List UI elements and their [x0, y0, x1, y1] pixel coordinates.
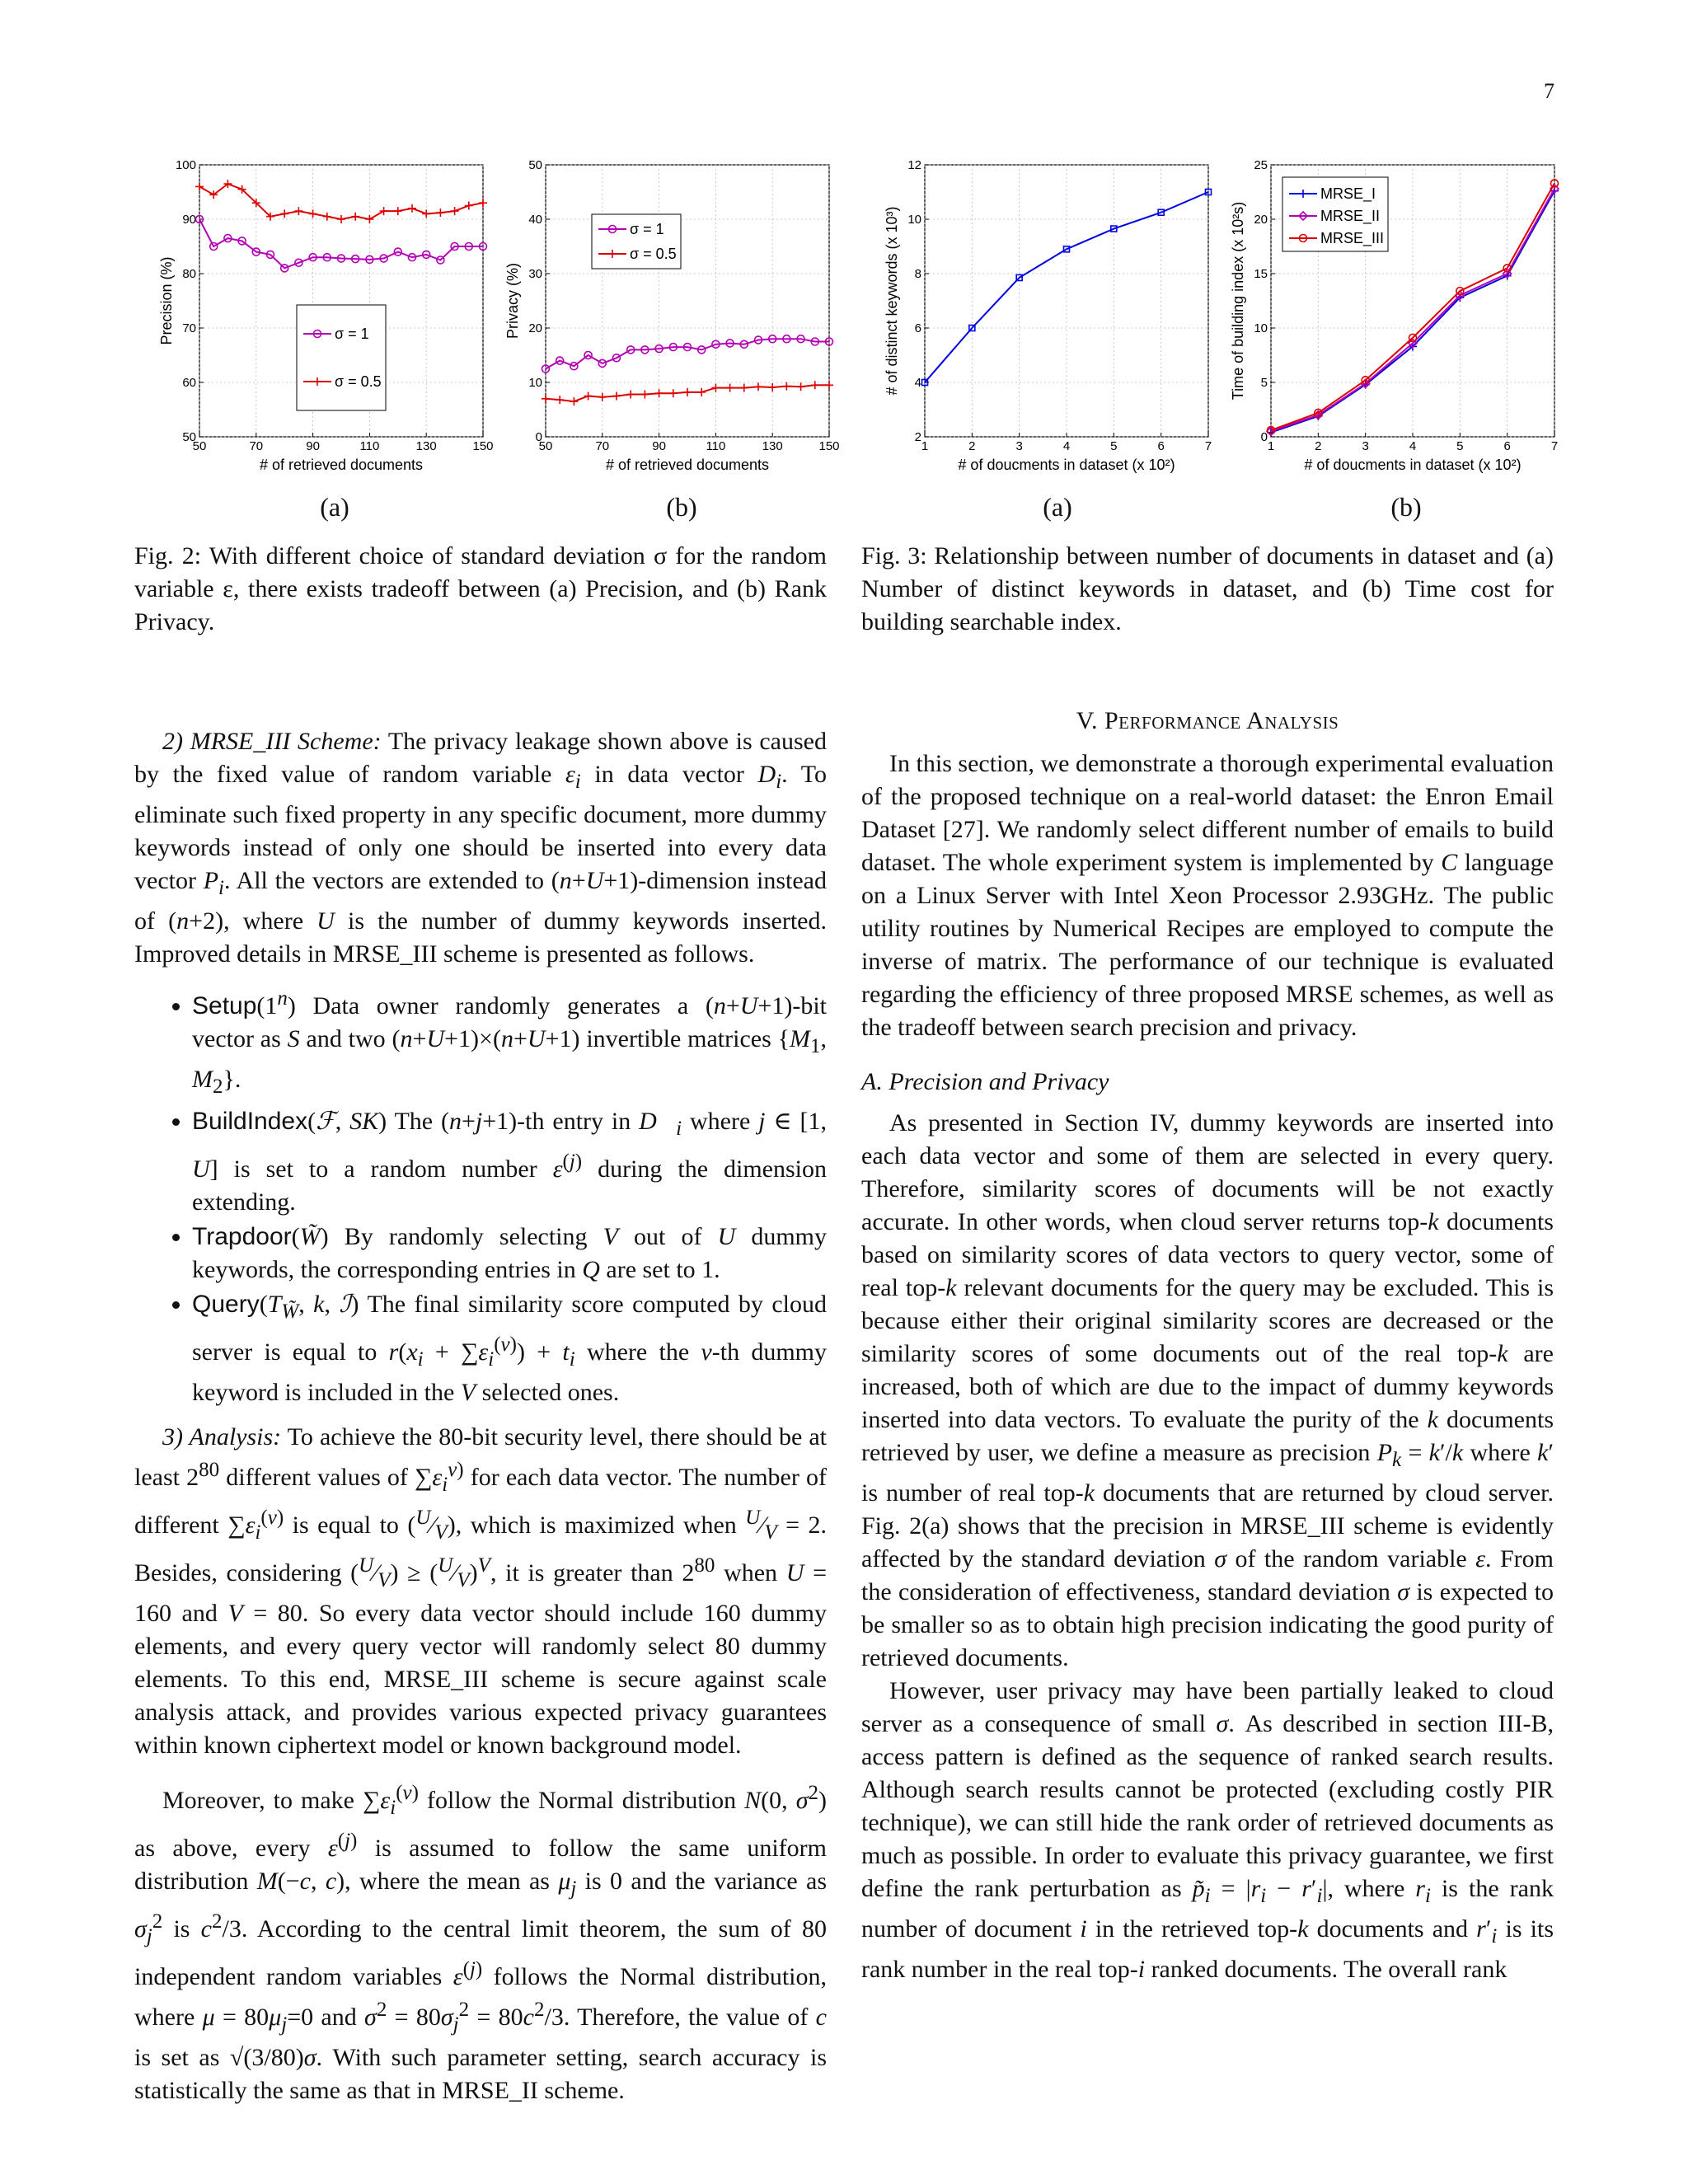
y-tick-label: 25 [1254, 158, 1268, 172]
x-tick-label: 5 [1456, 439, 1464, 453]
fig2-sub-a: (a) [320, 492, 349, 522]
x-tick-label: 4 [1062, 439, 1071, 453]
y-tick-label: 100 [175, 158, 196, 172]
legend-box [297, 305, 386, 410]
fig2-caption: Fig. 2: With different choice of standard deviation σ for the random variable ε, there exists tradeoff between (a) Precision, and (b) Rank Privacy. [134, 542, 827, 635]
legend-label: MRSE_II [1320, 208, 1381, 224]
x-axis-label: # of doucments in dataset (x 10²) [958, 457, 1175, 473]
x-tick-label: 70 [249, 439, 264, 453]
y-tick-label: 2 [914, 430, 921, 444]
legend-label: σ = 0.5 [630, 246, 677, 262]
normal-distribution-paragraph: Moreover, to make $\sum\varepsilon_i^{(v)}$ follow the Normal distribution N(0, $\sigma^2$) as above, every $\varepsilon^{(j)}$ is assumed to follow the same uniform distribution M(−c, c), where the mean as $\mu_j$ is 0 and the variance as $\sigma_j^2$ is $c^2/3$. According to the central limit theorem, the sum of 80 independent random variables $\varepsilon^{(j)}$ follows the Normal distribution, where $\mu = 80\mu_j=0$ and $\sigma^2 = 80\sigma_j^2 = 80c^2/3$. Therefore, the value of c is set as √(3/80)σ. With such parameter setting, search accuracy is statistically the same as that in MRSE_II scheme. [134, 1782, 828, 2104]
y-tick-label: 70 [182, 321, 196, 335]
y-axis-label: Precision (%) [158, 256, 175, 345]
x-tick-label: 110 [359, 439, 380, 453]
list-item: • $Query(T_{W̃}$, k, ℐ) The final similarity score computed by cloud server is equal to $r(x_i + \sum\varepsilon_i^{(v)}) + t_i$ where the v-th dummy keyword is included in the V selected ones. [192, 1288, 827, 1409]
x-tick-label: 5 [1110, 439, 1118, 453]
y-tick-label: 6 [914, 321, 921, 335]
fig3-sub-b: (b) [1390, 492, 1422, 522]
y-tick-label: 10 [1254, 321, 1268, 335]
x-tick-label: 90 [306, 439, 320, 453]
legend-label: σ = 0.5 [335, 373, 382, 390]
x-tick-label: 6 [1157, 439, 1165, 453]
precision-chart [148, 152, 503, 482]
x-tick-label: 2 [968, 439, 976, 453]
y-tick-label: 40 [528, 213, 542, 227]
analysis-paragraph: 3) Analysis: To achieve the 80-bit security level, there should be at least $2^{80}$ different values of $\sum\varepsilon_i^{v)}$ for each data vector. The number of different $\sum\varepsilon_i^{(v)}$ is equal to $(^U⁄_V)$, which is maximized when $^U⁄_V = 2$. Besides, considering $(^U⁄_V)$ ≥ $(^U⁄_V)^V$, it is greater than $2^{80}$ when U = 160 and V = 80. So every data vector should include 160 dummy elements, and every query vector will randomly select 80 dummy elements. To this end, MRSE_III scheme is secure against scale analysis attack, and provides various expected privacy guarantees within known ciphertext model or known background model. [134, 1423, 828, 1759]
x-tick-label: 130 [415, 439, 437, 453]
x-tick-label: 150 [472, 439, 494, 453]
page-number: 7 [1544, 79, 1554, 103]
list-item: • Setup(1$^n$) Data owner randomly generates a (n+U+1)-bit vector as S and two (n+U+1)×(n+U+1) invertible matrices {$M_1$, $M_2$}. [192, 982, 827, 1104]
y-tick-label: 50 [528, 158, 542, 172]
y-axis-label: # of distinct keywords (x 10³) [884, 206, 900, 396]
list-item: • Trapdoor(W̃) By randomly selecting V out of U dummy keywords, the corresponding entries in Q are set to 1. [192, 1221, 827, 1286]
x-tick-label: 90 [652, 439, 666, 453]
x-tick-label: 110 [706, 439, 726, 453]
privacy-chart [495, 152, 849, 482]
privacy-paragraph: However, user privacy may have been partially leaked to cloud server as a consequence of small σ. As described in section III-B, access pattern is defined as the sequence of ranked search results. Although search results cannot be protected (excluding costly PIR technique), we can still hide the rank order of retrieved documents as much as possible. In order to evaluate this privacy guarantee, we first define the rank perturbation as $p̃_i = |r_i - r'_i|$, where $r_i$ is the rank number of document i in the retrieved top-k documents and $r'_i$ is its rank number in the real top-i ranked documents. The overall rank [861, 1677, 1554, 1983]
legend-label: σ = 1 [335, 326, 369, 342]
x-tick-label: 3 [1015, 439, 1023, 453]
y-tick-label: 0 [535, 430, 542, 444]
list-item: • BuildIndex(ℱ, SK) The (n+j+1)-th entry in $D⃗_i$ where j ∈ [1, U] is set to a random number $\varepsilon^{(j)}$ during the dimension extending. [192, 1105, 827, 1219]
x-tick-label: 1 [921, 439, 929, 453]
y-tick-label: 20 [528, 321, 542, 335]
y-axis-label: Time of building index (x 10²s) [1230, 201, 1246, 401]
x-tick-label: 70 [595, 439, 610, 453]
right-column [861, 705, 1554, 1986]
performance-intro-paragraph: In this section, we demonstrate a thorough experimental evaluation of the proposed technique on a real-world dataset: the Enron Email Dataset [27]. We randomly select different number of emails to build dataset. The whole experiment system is implemented by C language on a Linux Server with Intel Xeon Processor 2.93GHz. The public utility routines by Numerical Recipes are employed to compute the inverse of matrix. The performance of our technique is evaluated regarding the efficiency of three proposed MRSE schemes, as well as the tradeoff between search precision and privacy. [861, 750, 1554, 1041]
y-tick-label: 20 [1254, 213, 1268, 227]
legend-label: MRSE_III [1320, 230, 1385, 246]
y-tick-label: 5 [1260, 376, 1268, 390]
y-axis-label: Privacy (%) [504, 262, 521, 340]
x-tick-label: 3 [1362, 439, 1369, 453]
x-tick-label: 1 [1267, 439, 1275, 453]
y-tick-label: 12 [907, 158, 921, 172]
y-tick-label: 60 [182, 376, 196, 390]
y-tick-label: 30 [528, 267, 542, 281]
x-tick-label: 2 [1315, 439, 1322, 453]
x-axis-label: # of retrieved documents [259, 457, 424, 473]
x-tick-label: 50 [538, 439, 553, 453]
mrse3-scheme-paragraph: 2) MRSE_III Scheme: The privacy leakage shown above is caused by the fixed value of random variable $\varepsilon_i$ in data vector $D_i$. To eliminate such fixed property in any specific document, more dummy keywords instead of only one should be inserted into every data vector $P_i$. All the vectors are extended to (n+U+1)-dimension instead of (n+2), where U is the number of dummy keywords inserted. Improved details in MRSE_III scheme is presented as follows. [134, 728, 827, 968]
y-tick-label: 8 [914, 267, 921, 281]
y-tick-label: 15 [1254, 267, 1268, 281]
y-tick-label: 90 [182, 213, 196, 227]
x-tick-label: 130 [762, 439, 783, 453]
y-tick-label: 50 [182, 430, 196, 444]
section-heading: V. Performance Analysis [1076, 707, 1339, 734]
x-tick-label: 7 [1550, 439, 1559, 453]
keywords-chart [874, 152, 1220, 482]
x-tick-label: 6 [1503, 439, 1511, 453]
x-tick-label: 150 [818, 439, 840, 453]
fig3-sub-a: (a) [1043, 492, 1072, 522]
y-tick-label: 0 [1260, 430, 1268, 444]
x-axis-label: # of retrieved documents [605, 457, 770, 473]
figure-2a [148, 152, 503, 482]
y-tick-label: 10 [528, 376, 542, 390]
left-column [134, 725, 827, 2107]
subsection-heading: A. Precision and Privacy [861, 1068, 1109, 1095]
x-tick-label: 4 [1409, 439, 1417, 453]
legend-label: σ = 1 [630, 221, 664, 237]
scheme-steps-list [134, 982, 827, 1409]
figure-3b [1220, 152, 1566, 482]
y-tick-label: 80 [182, 267, 196, 281]
fig2-sub-b: (b) [666, 492, 697, 522]
y-tick-label: 10 [907, 213, 921, 227]
fig3-caption: Fig. 3: Relationship between number of documents in dataset and (a) Number of distinct keywords in dataset, and (b) Time cost for building searchable index. [861, 542, 1554, 635]
x-axis-label: # of doucments in dataset (x 10²) [1304, 457, 1522, 473]
figure-3a [874, 152, 1220, 482]
y-tick-label: 4 [914, 376, 921, 390]
precision-paragraph: As presented in Section IV, dummy keywords are inserted into each data vector and some of them are selected in every query. Therefore, similarity scores of documents will be not exactly accurate. In other words, when cloud server returns top-k documents based on similarity scores of data vectors to query vector, some of real top-k relevant documents for the query may be excluded. This is because either their original similarity scores are decreased or the similarity scores of some documents out of the real top-k are increased, both of which are due to the impact of dummy keywords inserted into data vectors. To evaluate the purity of the k documents retrieved by user, we define a measure as precision $P_k = k'/k$ where k′ is number of real top-k documents that are returned by cloud server. Fig. 2(a) shows that the precision in MRSE_III scheme is evidently affected by the standard deviation σ of the random variable ε. From the consideration of effectiveness, standard deviation σ is expected to be smaller so as to obtain high precision indicating the good purity of retrieved documents. [861, 1109, 1554, 1671]
figure-2b [495, 152, 849, 482]
index-time-chart [1220, 152, 1566, 482]
x-tick-label: 50 [192, 439, 207, 453]
x-tick-label: 7 [1204, 439, 1212, 453]
legend-label: MRSE_I [1320, 185, 1376, 202]
